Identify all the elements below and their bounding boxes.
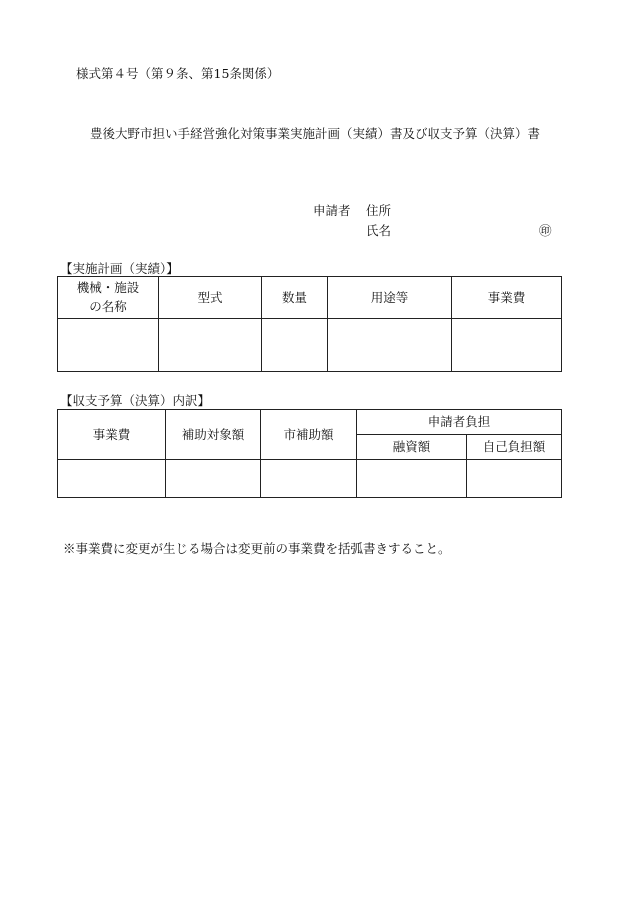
header-applicant-burden: 申請者負担: [357, 410, 562, 435]
name-label: 氏名: [366, 223, 392, 238]
footnote: ※事業費に変更が生じる場合は変更前の事業費を括弧書きすること。: [63, 541, 451, 556]
cell-model: [159, 319, 262, 372]
header-subsidy-base: 補助対象額: [166, 410, 261, 460]
seal-mark: ㊞: [539, 223, 552, 238]
cell-city-subsidy: [261, 460, 357, 498]
header-city-subsidy: 市補助額: [261, 410, 357, 460]
header-project-cost: 事業費: [452, 277, 562, 319]
form-number: 様式第４号（第９条、第15条関係）: [76, 66, 280, 81]
document-title: 豊後大野市担い手経営強化対策事業実施計画（実績）書及び収支予算（決算）書: [90, 126, 541, 141]
applicant-label: 申請者: [313, 203, 351, 218]
budget-table: [57, 409, 562, 498]
header-equipment-name: 機械・施設の名称: [58, 277, 159, 319]
plan-header-row: [58, 277, 562, 319]
header-loan: 融資額: [357, 435, 467, 460]
header-self-burden: 自己負担額: [467, 435, 562, 460]
cell-quantity: [262, 319, 328, 372]
plan-data-row: [58, 319, 562, 372]
plan-table: [57, 276, 562, 372]
budget-data-row: [58, 460, 562, 498]
cell-loan: [357, 460, 467, 498]
cell-equipment-name: [58, 319, 159, 372]
budget-header-row-1: [58, 410, 562, 435]
header-quantity: 数量: [262, 277, 328, 319]
cell-project-cost: [452, 319, 562, 372]
cell-subsidy-base: [166, 460, 261, 498]
plan-section-heading: 【実施計画（実績）】: [60, 261, 179, 276]
header-model: 型式: [159, 277, 262, 319]
cell-purpose: [328, 319, 452, 372]
address-label: 住所: [366, 203, 392, 218]
header-budget-project-cost: 事業費: [58, 410, 166, 460]
budget-section-heading: 【収支予算（決算）内訳】: [60, 393, 211, 408]
cell-budget-project-cost: [58, 460, 166, 498]
cell-self-burden: [467, 460, 562, 498]
header-purpose: 用途等: [328, 277, 452, 319]
